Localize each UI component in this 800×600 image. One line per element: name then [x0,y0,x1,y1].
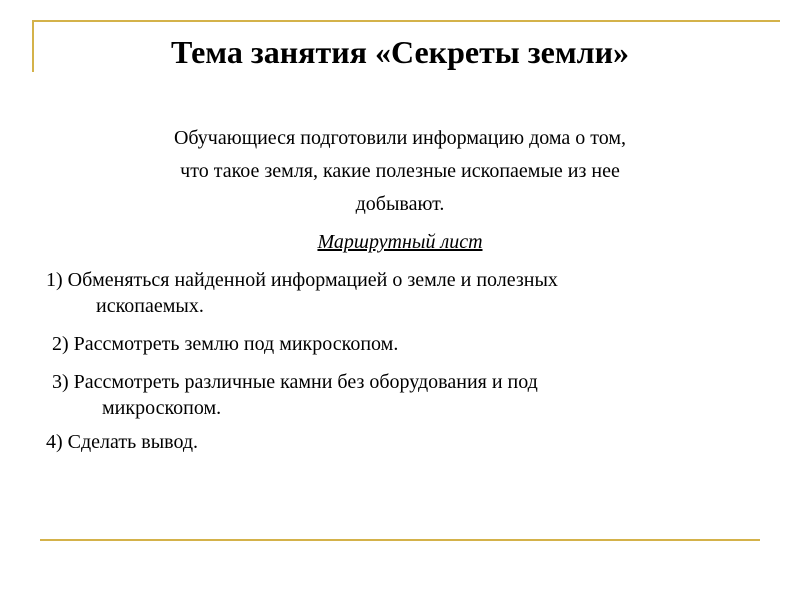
step-text: 3) Рассмотреть различные камни без оборудования и под [52,371,538,393]
bottom-accent-line [40,539,760,541]
intro-line: что такое земля, какие полезные ископаемые из нее [180,160,620,182]
top-accent-line [32,20,780,22]
route-sheet-heading: Маршрутный лист [317,231,483,253]
slide-title: Тема занятия «Секреты земли» [170,34,630,70]
steps-list [46,267,756,455]
step-text-continued: микроскопом. [102,397,222,419]
intro-line: добывают. [355,193,445,215]
step-text: 4) Сделать вывод. [46,431,199,453]
list-item [46,429,756,455]
intro-line: Обучающиеся подготовили информацию дома о том, [173,127,627,149]
step-text: 2) Рассмотреть землю под микроскопом. [52,333,399,355]
intro-text [60,122,740,221]
list-item [46,267,756,319]
list-item [46,369,756,421]
step-text-continued: ископаемых. [96,295,204,317]
step-text: 1) Обменяться найденной информацией о земле и полезных [46,269,558,291]
list-item [46,331,756,357]
